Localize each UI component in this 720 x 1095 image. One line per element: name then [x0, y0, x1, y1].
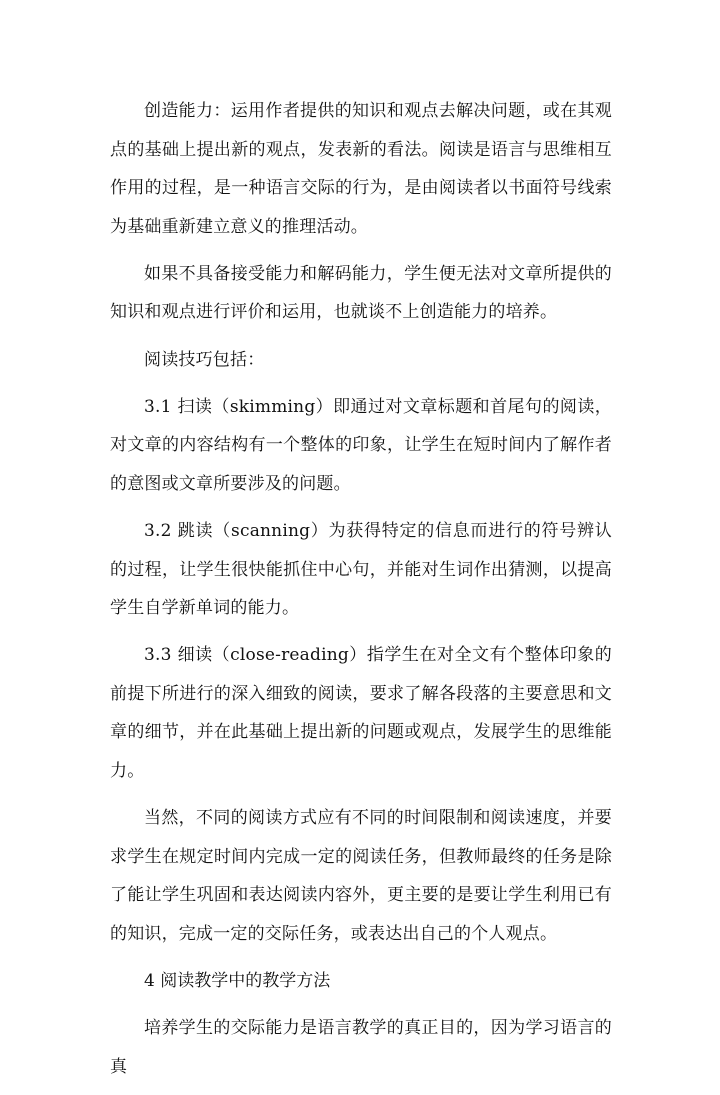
- paragraph-close-reading: 3.3 细读（close-reading）指学生在对全文有个整体印象的前提下所进行的深入细致的阅读，要求了解各段落的主要意思和文章的细节，并在此基础上提出新的问题或观点，发展学生的思维能力。: [110, 645, 612, 781]
- paragraph-communicative-ability: 培养学生的交际能力是语言教学的真正目的，因为学习语言的真: [110, 1018, 612, 1077]
- paragraph-decoding-ability: 如果不具备接受能力和解码能力，学生便无法对文章所提供的知识和观点进行评价和运用，也就谈不上创造能力的培养。: [110, 263, 612, 323]
- paragraph-creative-ability: 创造能力：运用作者提供的知识和观点去解决问题，或在其观点的基础上提出新的观点，发表新的看法。阅读是语言与思维相互作用的过程，是一种语言交际的行为，是由阅读者以书面符号线索为基础重新建立意义的推理活动。: [110, 101, 612, 237]
- section-heading-teaching-methods: 4 阅读教学中的教学方法: [144, 970, 331, 991]
- paragraph-reading-methods: 当然，不同的阅读方式应有不同的时间限制和阅读速度，并要求学生在规定时间内完成一定的阅读任务，但教师最终的任务是除了能让学生巩固和表达阅读内容外，更主要的是要让学生利用已有的知识，完成一定的交际任务，或表达出自己的个人观点。: [110, 808, 612, 944]
- document-page: [110, 92, 612, 1095]
- paragraph-reading-skills-intro: 阅读技巧包括：: [144, 349, 265, 370]
- paragraph-scanning: 3.2 跳读（scanning）为获得特定的信息而进行的符号辨认的过程，让学生很快能抓住中心句，并能对生词作出猜测，以提高学生自学新单词的能力。: [110, 520, 612, 619]
- paragraph-skimming: 3.1 扫读（skimming）即通过对文章标题和首尾句的阅读，对文章的内容结构有一个整体的印象，让学生在短时间内了解作者的意图或文章所要涉及的问题。: [110, 396, 612, 494]
